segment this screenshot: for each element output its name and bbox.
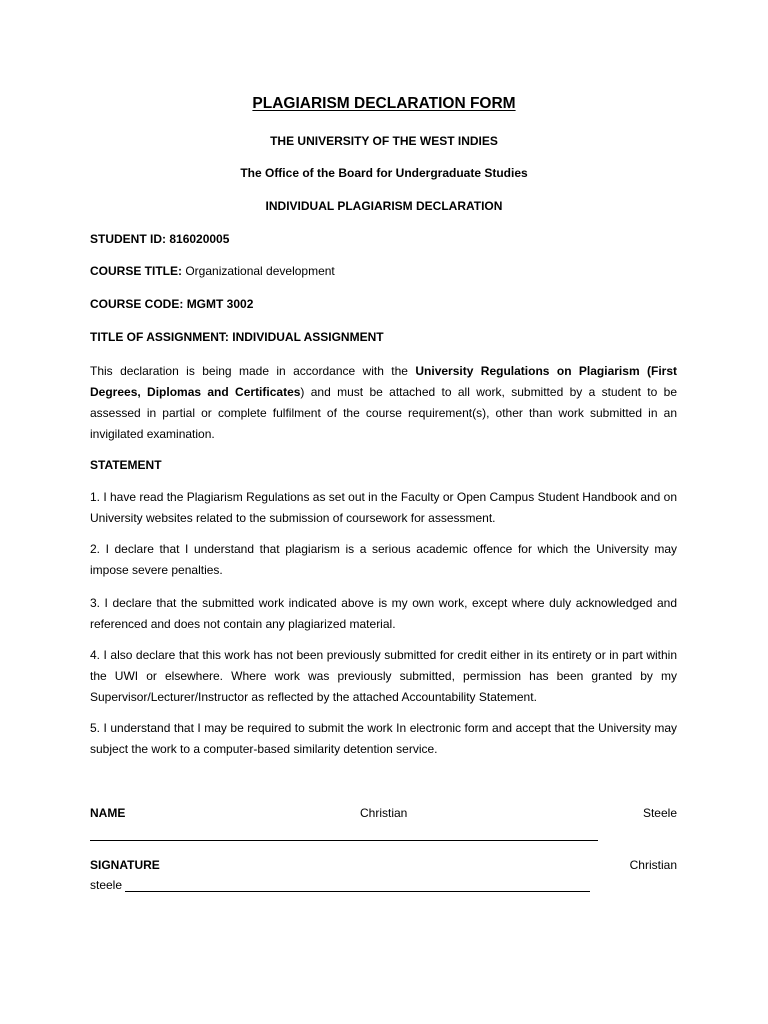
intro-regulations: University Regulations on Plagiarism (First Degrees, Diplomas and Certificates — [90, 364, 678, 399]
form-title: PLAGIARISM DECLARATION FORM — [252, 95, 516, 112]
name-first-value: Christian — [360, 806, 408, 820]
course-title-label: COURSE TITLE: — [90, 264, 182, 278]
name-label: NAME — [90, 806, 126, 820]
statement-item-2: 2. I declare that I understand that plagiarism is a serious academic offence for which the University may impose severe penalties. — [90, 542, 677, 577]
statement-item-1: 1. I have read the Plagiarism Regulations as set out in the Faculty or Open Campus Student Handbook and on University websites related to the submission of coursework for assessment. — [90, 490, 678, 525]
intro-part1: This declaration is being made in accordance with the — [90, 364, 416, 378]
course-code-value: MGMT 3002 — [186, 297, 254, 311]
student-id-field — [90, 232, 229, 246]
university-name: THE UNIVERSITY OF THE WEST INDIES — [270, 134, 498, 148]
statement-heading: STATEMENT — [90, 458, 162, 472]
student-id-value: 816020005 — [169, 232, 230, 246]
student-id-label: STUDENT ID: — [90, 232, 166, 246]
course-title-field — [90, 264, 335, 278]
course-code-label: COURSE CODE: — [90, 297, 184, 311]
declaration-type: INDIVIDUAL PLAGIARISM DECLARATION — [265, 199, 503, 213]
intro-part2: ) and must be attached to all work, submitted by a student to be assessed in partial or complete fulfilment of the course requirement(s), other than work submitted in an invigilated examination. — [90, 385, 677, 441]
course-title-value: Organizational development — [185, 264, 335, 278]
intro-paragraph — [90, 361, 677, 445]
course-code-field — [90, 297, 253, 311]
name-underline — [90, 840, 598, 841]
signature-underline — [125, 891, 590, 892]
signature-first-value: Christian — [629, 858, 677, 872]
assignment-title-field — [90, 330, 384, 344]
signature-second-value: steele — [90, 878, 123, 892]
signature-label: SIGNATURE — [90, 858, 160, 872]
office-name: The Office of the Board for Undergraduate Studies — [240, 166, 528, 180]
assignment-title-value: INDIVIDUAL ASSIGNMENT — [232, 330, 384, 344]
statement-item-5: 5. I understand that I may be required to submit the work In electronic form and accept that the University may subject the work to a computer-based similarity detention service. — [90, 721, 677, 756]
assignment-title-label: TITLE OF ASSIGNMENT: — [90, 330, 229, 344]
statement-item-4: 4. I also declare that this work has not been previously submitted for credit either in its entirety or in part within the UWI or elsewhere. Where work was previously submitted, permission has been granted by my Supervisor/Lecturer/Instructor as reflected by the attached Accountability Statement. — [90, 648, 677, 704]
name-last-value: Steele — [642, 806, 677, 820]
statement-item-3: 3. I declare that the submitted work indicated above is my own work, except where duly acknowledged and referenced and does not contain any plagiarized material. — [90, 596, 677, 631]
